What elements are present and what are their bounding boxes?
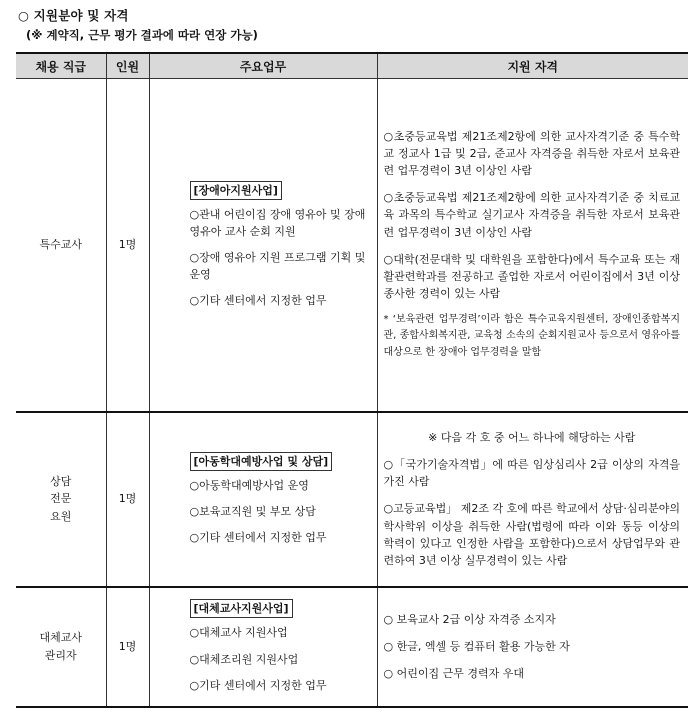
- recruitment-table: [16, 52, 688, 708]
- qualification-item: ○ 보육교사 2급 이상 자격증 소지자: [383, 612, 556, 626]
- duty-item: ○관내 어린이집 장애 영유아 및 장애 영유아 교사 순회 지원: [189, 207, 366, 238]
- duty-item: ○보육교직원 및 부모 상담: [189, 505, 316, 518]
- header-count: 인원: [106, 53, 149, 79]
- section-subheading: (※ 계약직, 근무 평가 결과에 따라 연장 가능): [26, 28, 258, 42]
- qualifications-cell: [377, 587, 688, 707]
- duty-item: ○기타 센터에서 지정한 업무: [189, 678, 327, 692]
- table-row: [16, 79, 688, 412]
- duties-cell: [149, 412, 377, 587]
- duty-item: ○기타 센터에서 지정한 업무: [189, 293, 327, 307]
- header-position: 채용 직급: [16, 53, 106, 79]
- duty-item: ○기타 센터에서 지정한 업무: [189, 531, 327, 545]
- position-cell: 상담 전문 요원: [16, 412, 106, 587]
- duty-item: ○장애 영유아 지원 프로그램 기획 및 운영: [189, 250, 366, 281]
- qualification-item: ○ 어린이집 근무 경력자 우대: [383, 667, 524, 681]
- table-header-row: [16, 53, 688, 79]
- duties-cell: [149, 79, 377, 412]
- qualification-item: ○초중등교육법 제21조제2항에 의한 교사자격기준 중 특수학교 정교사 1급 및 2급, 준교사 자격증을 취득한 자로서 보육관련 업무경력이 3년 이상인 사람: [383, 130, 680, 178]
- qualification-item: ○「국가기술자격법」에 따른 임상심리사 2급 이상의 자격을 가진 사람: [383, 458, 680, 489]
- duty-item: ○대체교사 지원사업: [189, 626, 288, 640]
- duty-title: [아동학대예방사업 및 상담]: [190, 452, 333, 471]
- count-cell: 1명: [106, 412, 149, 587]
- duty-title: [대체교사지원사업]: [190, 599, 293, 618]
- duty-item: ○대체조리원 지원사업: [189, 652, 299, 666]
- qualification-item: ○고등교육법」 제2조 각 호에 따른 학교에서 상담·심리분야의 학사학위 이상을 취득한 사람(법령에 따라 이와 동등 이상의 학력이 있다고 인정한 사람을 포함한다)으로서 상담업무와 관련하여 3년 이상 실무경력이 있는 사람: [383, 502, 680, 567]
- table-row: [16, 587, 688, 707]
- count-cell: 1명: [106, 587, 149, 707]
- qualification-item: ○ 한글, 엑셀 등 컴퓨터 활용 가능한 자: [383, 639, 570, 653]
- header-duties: 주요업무: [149, 53, 377, 79]
- duty-title: [장애아지원사업]: [190, 181, 282, 200]
- duties-cell: [149, 587, 377, 707]
- qualification-item: ○대학(전문대학 및 대학원을 포함한다)에서 특수교육 또는 재활관련학과를 전공하고 졸업한 자로서 어린이집에서 3년 이상 종사한 경력이 있는 사람: [383, 252, 680, 300]
- qualification-item: ○초중등교육법 제21조제2항에 의한 교사자격기준 중 치료교육 과목의 특수학교 실기교사 자격증을 취득한 자로서 보육관련 업무경력이 3년 이상인 사람: [383, 191, 680, 239]
- qualification-intro: ※ 다음 각 호 중 어느 하나에 해당하는 사람: [428, 431, 636, 445]
- qualification-note: * ‘보육관련 업무경력’이라 함은 특수교육지원센터, 장애인종합복지관, 종합사회복지관, 교육청 소속의 순회지원교사 등으로서 영유아를 대상으로 한 장애아 업무경력을 말함: [383, 313, 680, 358]
- table-row: [16, 412, 688, 587]
- position-cell: 대체교사 관리자: [16, 587, 106, 707]
- qualifications-cell: [377, 79, 688, 412]
- header-qualifications: 지원 자격: [377, 53, 688, 79]
- qualifications-cell: [377, 412, 688, 587]
- count-cell: 1명: [106, 79, 149, 412]
- duty-item: ○아동학대예방사업 운영: [189, 478, 309, 492]
- section-heading: ○ 지원분야 및 자격: [18, 8, 129, 23]
- position-cell: 특수교사: [16, 79, 106, 412]
